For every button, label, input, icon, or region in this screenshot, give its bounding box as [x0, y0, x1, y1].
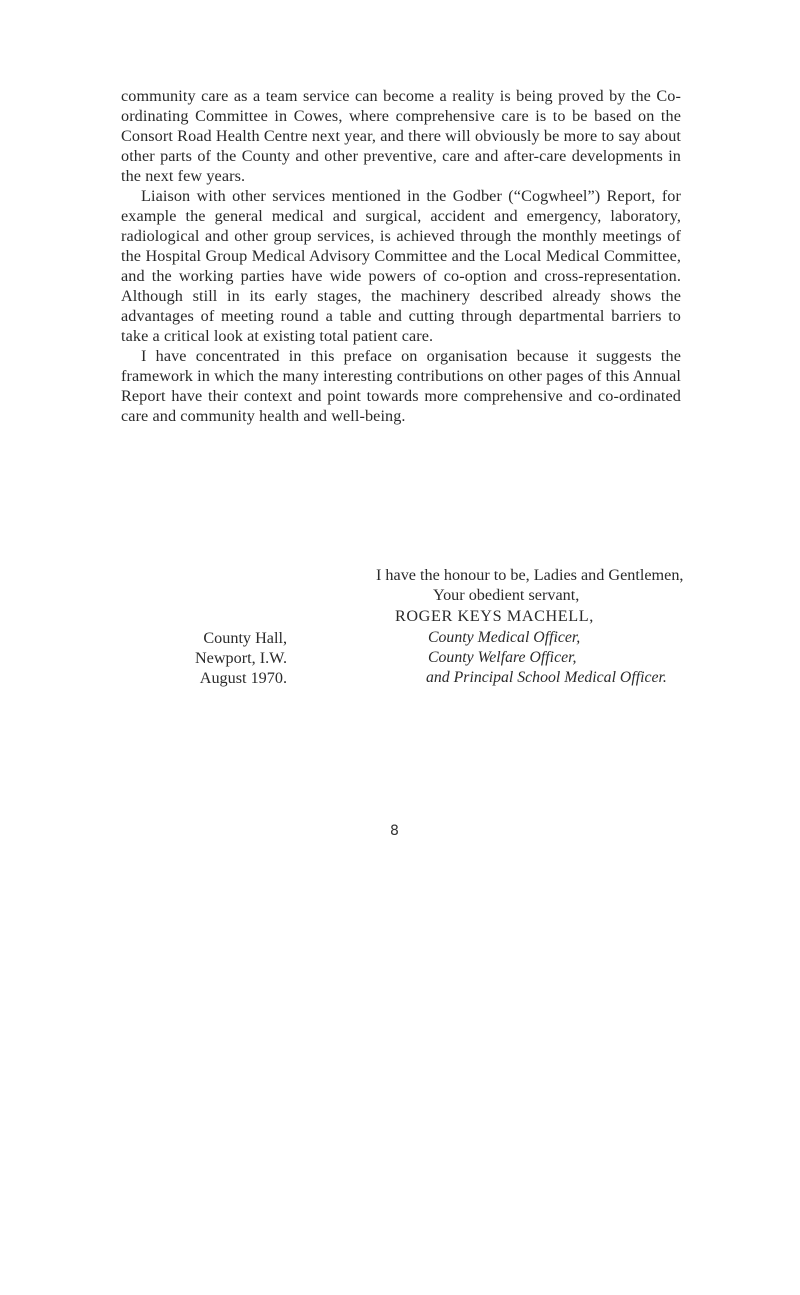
paragraph-cowes-committee: community care as a team service can become a reality is being proved by the Co-ordinating Committee in Cowes, where comprehensive care is to be based on the Consort Road Health Centre next year, and there will obviously be more to say about other parts of the County and other preventive, care and after-care developments in the next few years. [121, 87, 681, 185]
document-page [121, 86, 684, 687]
closing-honour-line: I have the honour to be, Ladies and Gentlemen, [376, 566, 684, 584]
signatory-name: ROGER KEYS MACHELL, [395, 607, 594, 625]
title-line-1: County Medical Officer, [428, 629, 581, 646]
paragraph-liaison: Liaison with other services mentioned in the Godber (“Cogwheel”) Report, for example the general medical and surgical, accident and emergency, laboratory, radiological and other group services, is achieved through the monthly meetings of the Hospital Group Medical Advisory Committee and the Local Medical Committee, and the working parties have wide powers of co-option and cross-representation. Although still in its early stages, the machinery described already shows the advantages of meeting round a table and cutting through departmental barriers to take a critical look at existing total patient care. [121, 187, 681, 345]
paragraph-preface-organisation: I have concentrated in this preface on organisation because it suggests the framework in which the many interesting contributions on other pages of this Annual Report have their context and point towards more comprehensive and co-ordinated care and community health and well-being. [121, 347, 681, 425]
sender-address [121, 628, 287, 688]
title-line-2: County Welfare Officer, [428, 649, 577, 666]
title-line-3: and Principal School Medical Officer. [426, 669, 667, 686]
address-line-1: County Hall, [203, 629, 287, 647]
closing-servant-line: Your obedient servant, [433, 586, 580, 604]
signatory-titles [428, 628, 667, 688]
address-date: August 1970. [199, 669, 287, 687]
address-line-2: Newport, I.W. [194, 649, 287, 667]
page-number: 8 [390, 823, 399, 839]
